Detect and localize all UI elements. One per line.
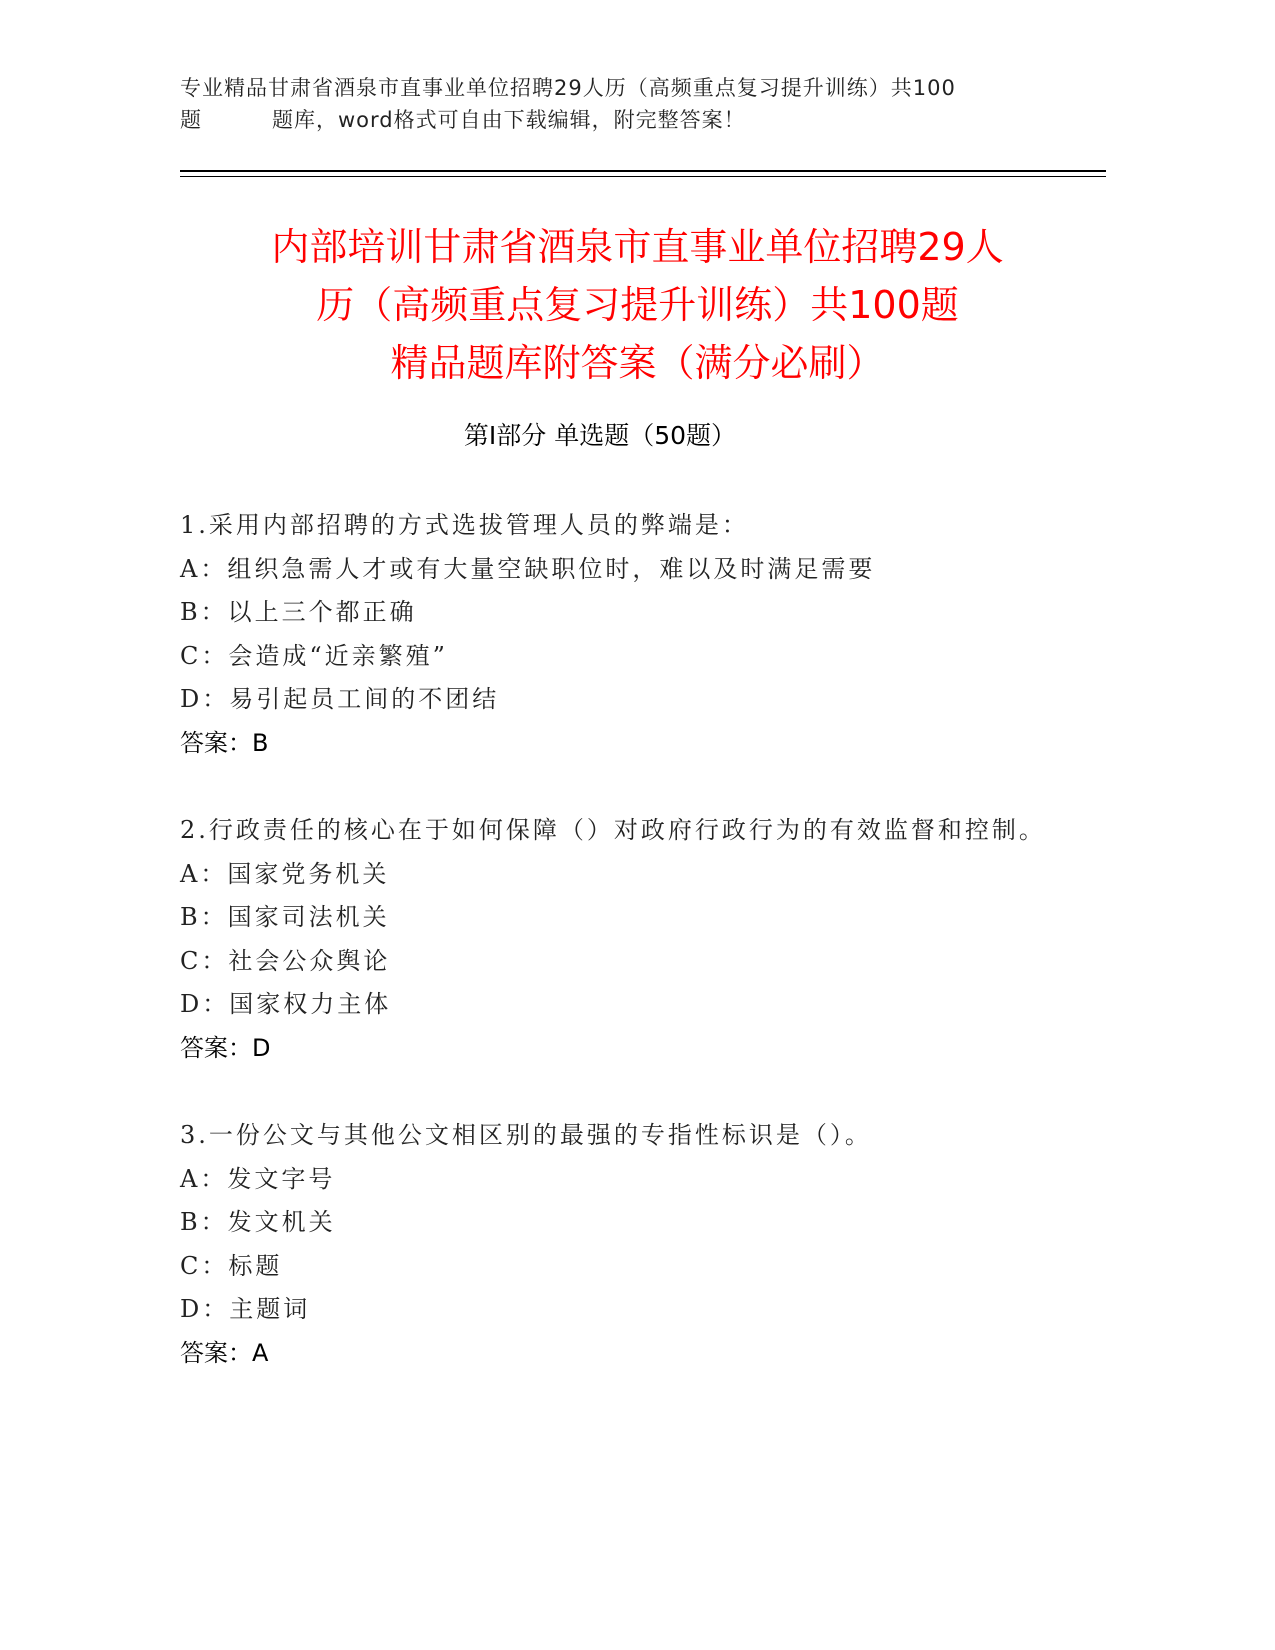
header-divider-thick <box>180 170 1106 172</box>
header-line-2-text: 题库，word格式可自由下载编辑，附完整答案！ <box>272 108 746 132</box>
option-a: A：国家党务机关 <box>180 859 390 888</box>
header-line-2 <box>180 104 1040 136</box>
header-line-1: 专业精品甘肃省酒泉市直事业单位招聘29人历（高频重点复习提升训练）共100 <box>180 76 956 100</box>
question-text: 3.一份公文与其他公文相区别的最强的专指性标识是（）。 <box>180 1121 872 1149</box>
option-a: A：发文字号 <box>180 1164 336 1193</box>
document-title <box>150 218 1125 392</box>
question-list <box>180 504 1060 1419</box>
option-c: C：会造成“近亲繁殖” <box>180 641 448 670</box>
title-line-2: 历（高频重点复习提升训练）共100题 <box>316 283 959 327</box>
option-d: D：国家权力主体 <box>180 990 392 1018</box>
question-text: 1.采用内部招聘的方式选拔管理人员的弊端是： <box>180 511 749 539</box>
option-b: B：发文机关 <box>180 1208 336 1236</box>
question-text: 2.行政责任的核心在于如何保障（）对政府行政行为的有效监督和控制。 <box>180 816 1046 844</box>
header-divider-thin <box>180 176 1106 177</box>
title-line-1: 内部培训甘肃省酒泉市直事业单位招聘29人 <box>271 225 1004 269</box>
header-line-2-prefix: 题 <box>180 108 202 132</box>
answer: 答案：B <box>180 728 269 757</box>
option-c: C：社会公众舆论 <box>180 946 391 975</box>
option-d: D：主题词 <box>180 1295 311 1323</box>
section-heading: 第I部分 单选题（50题） <box>463 421 737 450</box>
answer: 答案：A <box>180 1338 269 1367</box>
question-3 <box>180 1114 1060 1375</box>
answer: 答案：D <box>180 1033 271 1062</box>
option-c: C：标题 <box>180 1251 283 1280</box>
option-a: A：组织急需人才或有大量空缺职位时，难以及时满足需要 <box>180 554 876 583</box>
title-line-3: 精品题库附答案（满分必刷） <box>390 341 885 385</box>
option-b: B：以上三个都正确 <box>180 598 417 626</box>
option-d: D：易引起员工间的不团结 <box>180 685 500 713</box>
question-2 <box>180 809 1060 1070</box>
question-1 <box>180 504 1060 765</box>
option-b: B：国家司法机关 <box>180 903 390 931</box>
page-header <box>180 72 1040 136</box>
